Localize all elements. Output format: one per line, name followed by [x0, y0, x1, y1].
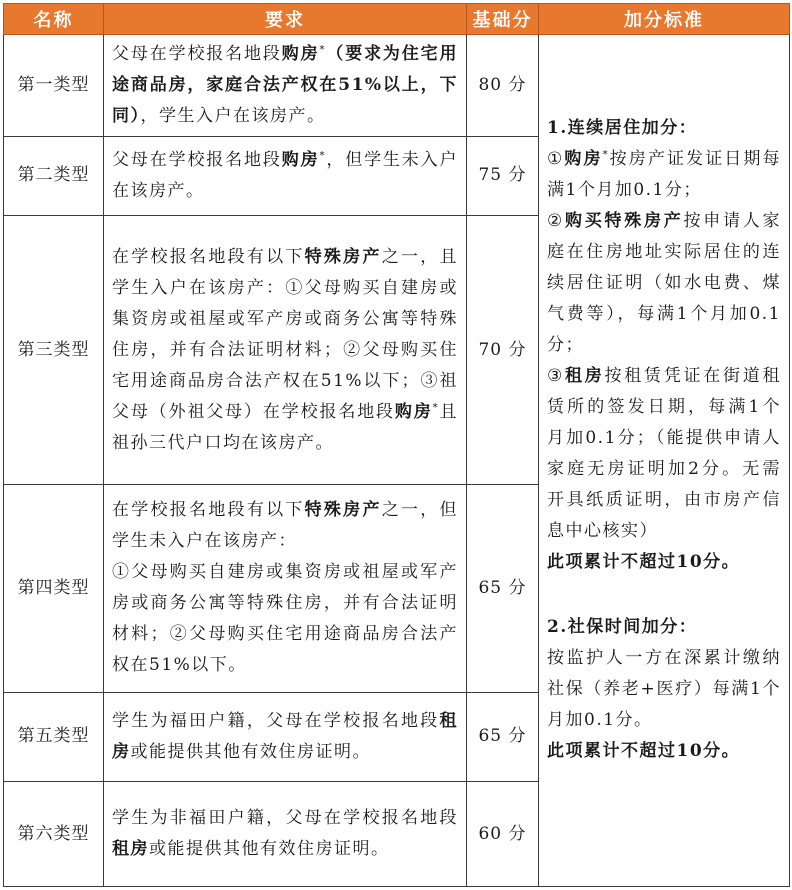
type-name: 第五类型 [4, 692, 104, 782]
text-run: ① [547, 149, 565, 169]
type-name: 第二类型 [4, 136, 104, 216]
type-score: 65 分 [467, 485, 539, 692]
text-run: 且祖孙三代户口均在该房产。 [112, 401, 459, 453]
type-requirement [104, 692, 467, 782]
emphasis-text: 特殊房产 [304, 500, 382, 521]
emphasis-text: 租房 [565, 366, 605, 386]
type-name: 第四类型 [4, 485, 104, 692]
emphasis-text: 购房 [281, 149, 320, 170]
text-run: 之一，且学生入户在该房产：①父母购买自建房或集资房或祖屋或军产房或商务公寓等特殊住房，并有合法证明材料；②父母购买住宅用途商品房合法产权在51%以下；③祖父母（外祖父母）在学校报名地段 [112, 246, 459, 422]
text-run: 或能提供其他有效住房证明。 [149, 839, 390, 860]
type-score: 70 分 [467, 216, 539, 485]
type-score: 65 分 [467, 692, 539, 782]
text-run: 按房产证发证日期每满1个月加0.1分； [547, 149, 782, 200]
text-run: 按申请人家庭在住房地址实际居住的连续居住证明（如水电费、煤气费等），每满1个月加0.1分； [547, 211, 781, 355]
type-requirement [104, 782, 467, 887]
text-run: 父母在学校报名地段 [112, 43, 282, 64]
text-run: ①父母购买自建房或集资房或祖屋或军产房或商务公寓等特殊住房，并有合法证明材料；②父母购买住宅用途商品房合法产权在51%以下。 [112, 562, 458, 676]
emphasis-text: 购买特殊房产 [565, 211, 684, 231]
text-run: 或能提供其他有效住房证明。 [130, 741, 371, 762]
text-run: ，但学生未入户在该房产。 [112, 149, 459, 201]
bonus-criteria [539, 35, 790, 887]
type-name: 第六类型 [4, 782, 104, 887]
emphasis-text: 特殊房产 [304, 246, 382, 267]
footnote-mark: * [319, 44, 326, 56]
text-run: 按租赁凭证在街道租赁所的签发日期，每满1个月加0.1分；（能提供申请人家庭无房证明加2分。无需开具纸质证明，由市房产信息中心核实） [547, 366, 781, 541]
emphasis-text: 1.连续居住加分： [547, 118, 698, 138]
type-score: 80 分 [467, 35, 539, 137]
text-run: 按监护人一方在深累计缴纳社保（养老+医疗）每满1个月加0.1分。 [547, 648, 781, 730]
emphasis-text: 租房 [112, 839, 149, 860]
table-row [4, 35, 790, 137]
emphasis-text: 此项累计不超过10分。 [547, 552, 741, 572]
text-run: 父母在学校报名地段 [112, 149, 282, 170]
type-requirement [104, 216, 467, 485]
type-name: 第一类型 [4, 35, 104, 137]
emphasis-text: 2.社保时间加分： [547, 617, 698, 637]
text-run: 在学校报名地段有以下 [112, 500, 305, 521]
text-run: 之一，但学生未入户在该房产： [112, 500, 459, 552]
type-score: 60 分 [467, 782, 539, 887]
type-requirement [104, 35, 467, 137]
text-run: 学生为非福田户籍，父母在学校报名地段 [112, 808, 458, 829]
header-requirement: 要求 [104, 4, 467, 35]
emphasis-text: 购房 [564, 149, 603, 169]
type-requirement [104, 485, 467, 692]
text-run: 学生为福田户籍，父母在学校报名地段 [112, 710, 440, 731]
text-run: 在学校报名地段有以下 [112, 246, 305, 267]
text-run: ② [547, 211, 565, 231]
footnote-mark: * [319, 150, 326, 162]
header-name: 名称 [4, 4, 104, 35]
emphasis-text: 租房 [112, 710, 458, 762]
footnote-mark: * [432, 402, 440, 414]
footnote-mark: * [602, 149, 610, 161]
admission-table [3, 3, 790, 887]
text-run: ③ [547, 366, 565, 386]
header-base-score: 基础分 [467, 4, 539, 35]
header-row [4, 4, 790, 35]
section-gap [547, 578, 781, 612]
emphasis-text: 此项累计不超过10分。 [547, 741, 741, 761]
emphasis-text: 购房 [394, 401, 433, 422]
emphasis-text: （要求为住宅用途商品房，家庭合法产权在51%以上，下同） [112, 43, 459, 126]
text-run: ，学生入户在该房产。 [140, 105, 326, 126]
emphasis-text: 购房 [281, 43, 320, 64]
header-bonus-criteria: 加分标准 [539, 4, 790, 35]
type-requirement [104, 136, 467, 216]
type-score: 75 分 [467, 136, 539, 216]
type-name: 第三类型 [4, 216, 104, 485]
